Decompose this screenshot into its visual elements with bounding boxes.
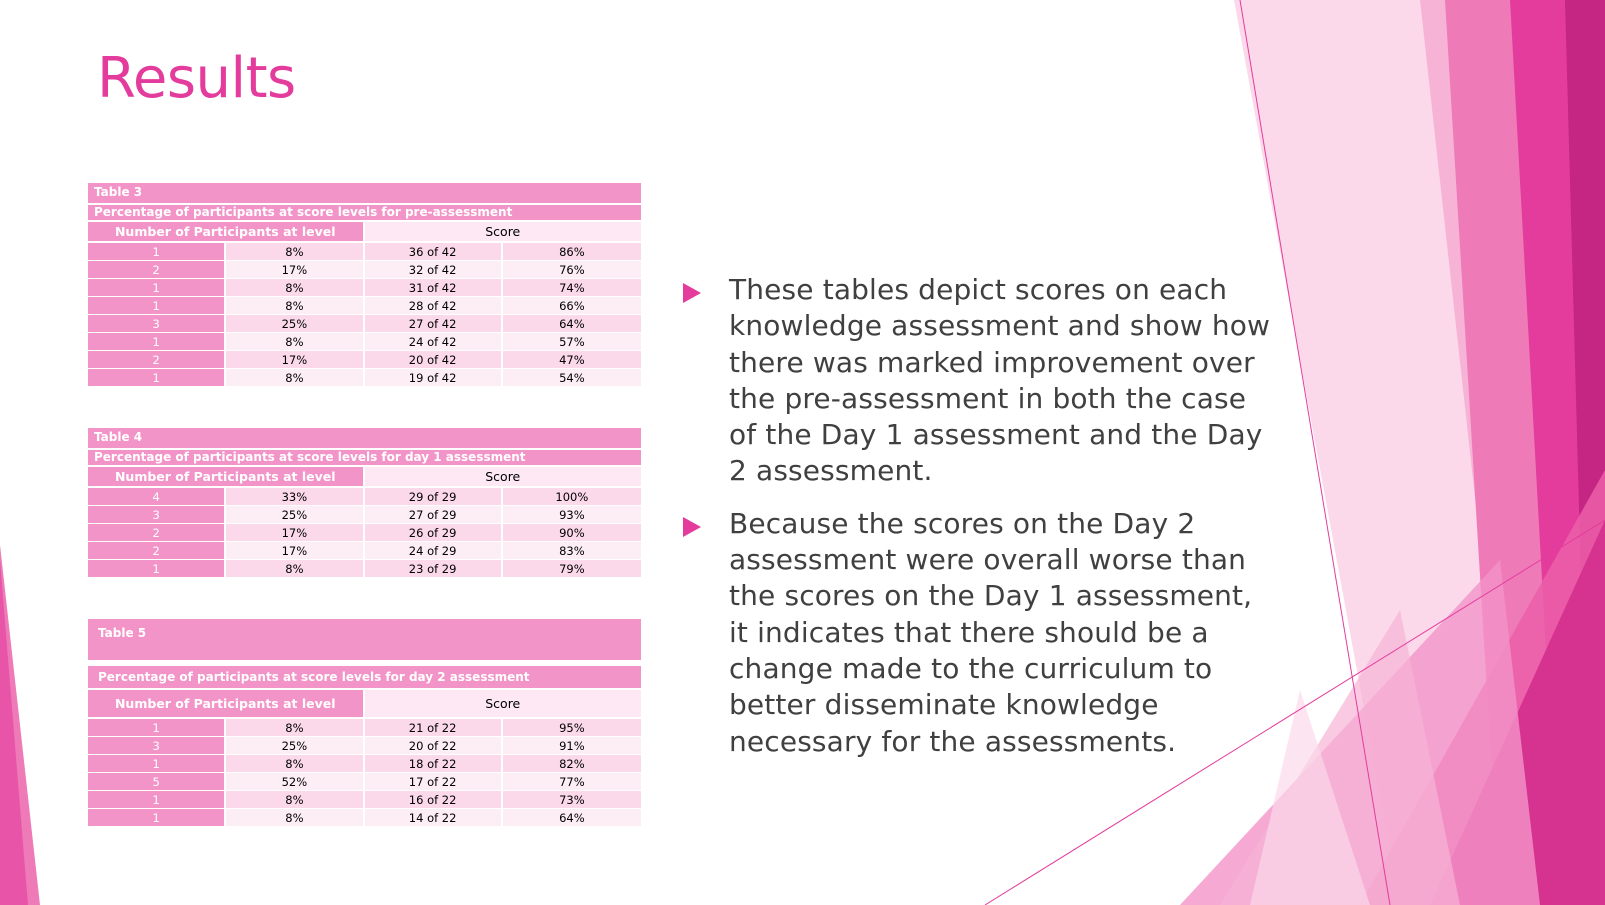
cell-score: 17 of 22	[365, 773, 503, 790]
table-row	[88, 351, 641, 369]
table-row	[88, 243, 641, 261]
cell-score: 28 of 42	[365, 297, 503, 314]
header-participants: Number of Participants at level	[88, 222, 365, 241]
cell-participants: 3	[88, 506, 226, 523]
cell-score: 24 of 42	[365, 333, 503, 350]
table-row	[88, 560, 641, 578]
cell-participants: 2	[88, 261, 226, 278]
cell-score-percent: 57%	[503, 333, 641, 350]
cell-score: 29 of 29	[365, 488, 503, 505]
cell-participants: 1	[88, 369, 226, 386]
table-row	[88, 333, 641, 351]
table-row	[88, 809, 641, 827]
table-row	[88, 737, 641, 755]
cell-percent: 17%	[226, 542, 364, 559]
cell-participants: 3	[88, 315, 226, 332]
cell-participants: 1	[88, 279, 226, 296]
cell-score-percent: 82%	[503, 755, 641, 772]
table-caption: Table 5	[88, 619, 641, 662]
table-header	[88, 467, 641, 488]
cell-percent: 8%	[226, 755, 364, 772]
table-body	[88, 719, 641, 827]
cell-percent: 25%	[226, 737, 364, 754]
triangle-right-icon	[683, 506, 729, 760]
cell-score: 27 of 42	[365, 315, 503, 332]
table-row	[88, 719, 641, 737]
table-header	[88, 690, 641, 719]
table-row	[88, 279, 641, 297]
header-score: Score	[365, 467, 642, 486]
cell-participants: 1	[88, 809, 226, 826]
cell-score-percent: 91%	[503, 737, 641, 754]
cell-score-percent: 64%	[503, 315, 641, 332]
cell-percent: 17%	[226, 524, 364, 541]
table-row	[88, 261, 641, 279]
cell-score-percent: 83%	[503, 542, 641, 559]
cell-score-percent: 76%	[503, 261, 641, 278]
cell-percent: 8%	[226, 809, 364, 826]
cell-score-percent: 90%	[503, 524, 641, 541]
table-row	[88, 524, 641, 542]
table-pre-assessment	[88, 183, 641, 387]
table-row	[88, 488, 641, 506]
cell-participants: 1	[88, 560, 226, 577]
table-row	[88, 791, 641, 809]
cell-participants: 5	[88, 773, 226, 790]
cell-participants: 4	[88, 488, 226, 505]
cell-score: 20 of 22	[365, 737, 503, 754]
cell-participants: 1	[88, 243, 226, 260]
table-row	[88, 315, 641, 333]
cell-percent: 25%	[226, 315, 364, 332]
table-row	[88, 755, 641, 773]
cell-score: 36 of 42	[365, 243, 503, 260]
cell-score-percent: 47%	[503, 351, 641, 368]
cell-percent: 52%	[226, 773, 364, 790]
cell-score-percent: 93%	[503, 506, 641, 523]
table-description: Percentage of participants at score levels for day 2 assessment	[88, 666, 641, 690]
table-description: Percentage of participants at score levels for day 1 assessment	[88, 450, 641, 467]
triangle-right-icon	[683, 272, 729, 490]
bullet-list	[683, 272, 1273, 776]
cell-score-percent: 74%	[503, 279, 641, 296]
cell-percent: 33%	[226, 488, 364, 505]
table-row	[88, 369, 641, 387]
cell-percent: 8%	[226, 333, 364, 350]
table-row	[88, 542, 641, 560]
cell-participants: 2	[88, 524, 226, 541]
bullet-item	[683, 272, 1273, 490]
table-row	[88, 506, 641, 524]
header-score: Score	[365, 222, 642, 241]
cell-score-percent: 77%	[503, 773, 641, 790]
table-description: Percentage of participants at score levels for pre-assessment	[88, 205, 641, 222]
cell-score: 27 of 29	[365, 506, 503, 523]
cell-percent: 25%	[226, 506, 364, 523]
cell-score-percent: 66%	[503, 297, 641, 314]
cell-percent: 8%	[226, 369, 364, 386]
cell-percent: 8%	[226, 297, 364, 314]
cell-score-percent: 64%	[503, 809, 641, 826]
table-header	[88, 222, 641, 243]
table-caption: Table 4	[88, 428, 641, 450]
cell-participants: 2	[88, 351, 226, 368]
cell-score: 24 of 29	[365, 542, 503, 559]
cell-percent: 17%	[226, 351, 364, 368]
table-row	[88, 773, 641, 791]
cell-percent: 8%	[226, 279, 364, 296]
table-body	[88, 488, 641, 578]
bullet-text: Because the scores on the Day 2 assessment were overall worse than the scores on the Day 1 assessment, it indicates that there should be a change made to the curriculum to better disseminate knowledge necessary for the assessments.	[729, 506, 1253, 758]
cell-score: 16 of 22	[365, 791, 503, 808]
table-body	[88, 243, 641, 387]
cell-participants: 1	[88, 791, 226, 808]
cell-score: 19 of 42	[365, 369, 503, 386]
cell-score-percent: 86%	[503, 243, 641, 260]
cell-percent: 8%	[226, 791, 364, 808]
slide-title: Results	[97, 46, 296, 111]
cell-percent: 17%	[226, 261, 364, 278]
cell-participants: 1	[88, 297, 226, 314]
cell-score-percent: 100%	[503, 488, 641, 505]
cell-participants: 1	[88, 333, 226, 350]
cell-score-percent: 73%	[503, 791, 641, 808]
cell-percent: 8%	[226, 719, 364, 736]
bullet-text: These tables depict scores on each knowledge assessment and show how there was marked improvement over the pre-assessment in both the case of the Day 1 assessment and the Day 2 assessment.	[729, 273, 1271, 488]
cell-participants: 2	[88, 542, 226, 559]
cell-participants: 3	[88, 737, 226, 754]
cell-score: 20 of 42	[365, 351, 503, 368]
cell-score-percent: 54%	[503, 369, 641, 386]
cell-participants: 1	[88, 719, 226, 736]
table-row	[88, 297, 641, 315]
table-day2-assessment	[88, 619, 641, 827]
header-participants: Number of Participants at level	[88, 690, 365, 717]
cell-score: 18 of 22	[365, 755, 503, 772]
cell-score: 26 of 29	[365, 524, 503, 541]
cell-score: 32 of 42	[365, 261, 503, 278]
table-day1-assessment	[88, 428, 641, 578]
bullet-item	[683, 506, 1273, 760]
header-participants: Number of Participants at level	[88, 467, 365, 486]
table-caption: Table 3	[88, 183, 641, 205]
cell-percent: 8%	[226, 560, 364, 577]
header-score: Score	[365, 690, 642, 717]
cell-percent: 8%	[226, 243, 364, 260]
cell-score: 21 of 22	[365, 719, 503, 736]
cell-score: 14 of 22	[365, 809, 503, 826]
cell-score: 31 of 42	[365, 279, 503, 296]
cell-score-percent: 79%	[503, 560, 641, 577]
cell-score-percent: 95%	[503, 719, 641, 736]
cell-score: 23 of 29	[365, 560, 503, 577]
cell-participants: 1	[88, 755, 226, 772]
